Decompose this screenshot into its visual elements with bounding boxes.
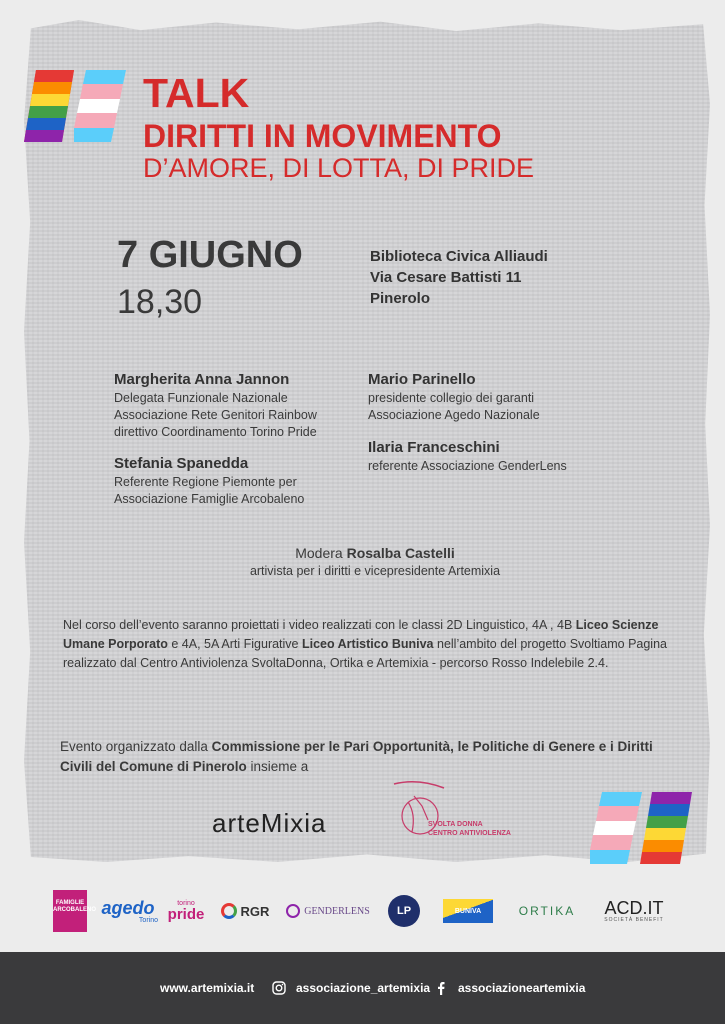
venue-city: Pinerolo — [370, 290, 431, 307]
event-date: 7 GIUGNO — [117, 234, 303, 276]
event-description — [63, 616, 667, 673]
ortika-text: ORTIKA — [518, 904, 576, 918]
rgr-logo — [216, 884, 274, 938]
svolta-line: CENTRO ANTIVIOLENZA — [428, 830, 511, 837]
organizer-name: Commissione per le Pari Opportunità, le Politiche di Genere e i Diritti Civili del Comune di Pinerolo — [60, 739, 653, 774]
venue-address: Via Cesare Battisti 11 — [370, 269, 522, 286]
event-venue — [370, 246, 548, 309]
speaker-parinello — [368, 370, 540, 424]
artemixia-logo: arteMixia — [212, 808, 327, 838]
organizer-prefix: Evento organizzato dalla — [60, 739, 212, 754]
svolta-line: SVOLTA DONNA — [428, 821, 483, 828]
website-link[interactable] — [160, 952, 254, 1024]
speaker-franceschini — [368, 438, 567, 475]
moderator-prefix: Modera — [295, 545, 343, 561]
svolta-donna-text — [428, 820, 511, 838]
description-school: Liceo Artistico Buniva — [302, 637, 434, 651]
agedo-text: agedo — [101, 897, 155, 918]
speaker-name: Mario Parinello — [368, 371, 476, 388]
porporato-logo — [386, 884, 422, 938]
trans-flag-icon — [74, 70, 126, 142]
venue-name: Biblioteca Civica Alliaudi — [370, 248, 548, 265]
genderlens-logo — [286, 884, 370, 938]
genderlens-text: GENDERLENS — [304, 905, 370, 917]
acdit-text: ACD.IT — [604, 898, 664, 918]
rgr-text: RGR — [240, 903, 270, 919]
rainbow-flag-icon — [24, 70, 74, 142]
instagram-text[interactable]: associazione_artemixia — [296, 981, 431, 995]
partner-logos — [40, 884, 700, 938]
speaker-name: Stefania Spanedda — [114, 455, 249, 472]
moderator-role: artivista per i diritti e vicepresidente Artemixia — [249, 564, 501, 578]
speaker-role-line: referente Associazione GenderLens — [368, 459, 567, 473]
acdit-sub: SOCIETÀ BENEFIT — [604, 917, 664, 923]
buniva-logo — [440, 884, 496, 938]
porporato-text: LP — [388, 895, 420, 927]
event-time: 18,30 — [117, 283, 203, 321]
instagram-icon — [272, 981, 286, 995]
genderlens-icon — [286, 904, 300, 918]
description-text: nell’ambito del progetto Svoltiamo Pagina realizzato dal Centro Antiviolenza SvoltaDonna, Ortika e Artemixia - percorso Rosso Indelebile 2.4. — [63, 637, 667, 670]
speaker-jannon — [114, 370, 317, 441]
speaker-role-line: Associazione Famiglie Arcobaleno — [114, 492, 305, 506]
footer-bar — [0, 952, 725, 1024]
description-text: e 4A, 5A Arti Figurative — [167, 637, 302, 651]
facebook-icon — [434, 981, 448, 995]
buniva-text: BUNIVA — [443, 899, 493, 923]
facebook-link[interactable] — [434, 952, 585, 1024]
speaker-spanedda — [114, 454, 304, 508]
trans-flag-icon — [590, 792, 642, 864]
speaker-role-line: Delegata Funzionale Nazionale — [114, 391, 288, 405]
rgr-icon — [221, 903, 237, 919]
speaker-name: Margherita Anna Jannon — [114, 371, 290, 388]
agedo-sub: Torino — [138, 916, 158, 924]
pride-text: pride — [167, 906, 205, 923]
organizer-text — [60, 737, 670, 777]
event-title: TALK — [143, 70, 250, 116]
torino-pride-logo — [166, 884, 206, 938]
moderator-name: Rosalba Castelli — [346, 545, 455, 561]
description-school: Liceo Scienze Umane Porporato — [63, 618, 659, 651]
speaker-role-line: direttivo Coordinamento Torino Pride — [114, 425, 317, 439]
description-text: Nel corso dell’evento saranno proiettati i video realizzati con le classi 2D Linguistico, 4A , 4B — [63, 618, 576, 632]
famiglie-logo-text: FAMIGLIE ARCOBALENO — [53, 890, 87, 932]
speaker-role-line: Associazione Agedo Nazionale — [368, 408, 540, 422]
facebook-text[interactable]: associazioneartemixia — [458, 981, 586, 995]
famiglie-arcobaleno-logo — [52, 884, 96, 938]
pride-top: torino — [177, 900, 195, 907]
moderator-block — [140, 544, 610, 580]
instagram-link[interactable] — [272, 952, 430, 1024]
event-tagline: D’AMORE, DI LOTTA, DI PRIDE — [143, 153, 535, 183]
event-subtitle: DIRITTI IN MOVIMENTO — [143, 118, 502, 154]
acdit-logo — [598, 884, 670, 938]
speaker-role-line: presidente collegio dei garanti — [368, 391, 535, 405]
speaker-role-line: Associazione Rete Genitori Rainbow — [114, 408, 317, 422]
rainbow-flag-icon — [640, 792, 692, 864]
website-text[interactable]: www.artemixia.it — [160, 981, 255, 995]
agedo-logo — [98, 884, 158, 938]
organizer-suffix: insieme a — [246, 759, 309, 774]
speaker-name: Ilaria Franceschini — [368, 439, 500, 456]
ortika-logo — [512, 884, 582, 938]
speaker-role-line: Referente Regione Piemonte per — [114, 475, 297, 489]
